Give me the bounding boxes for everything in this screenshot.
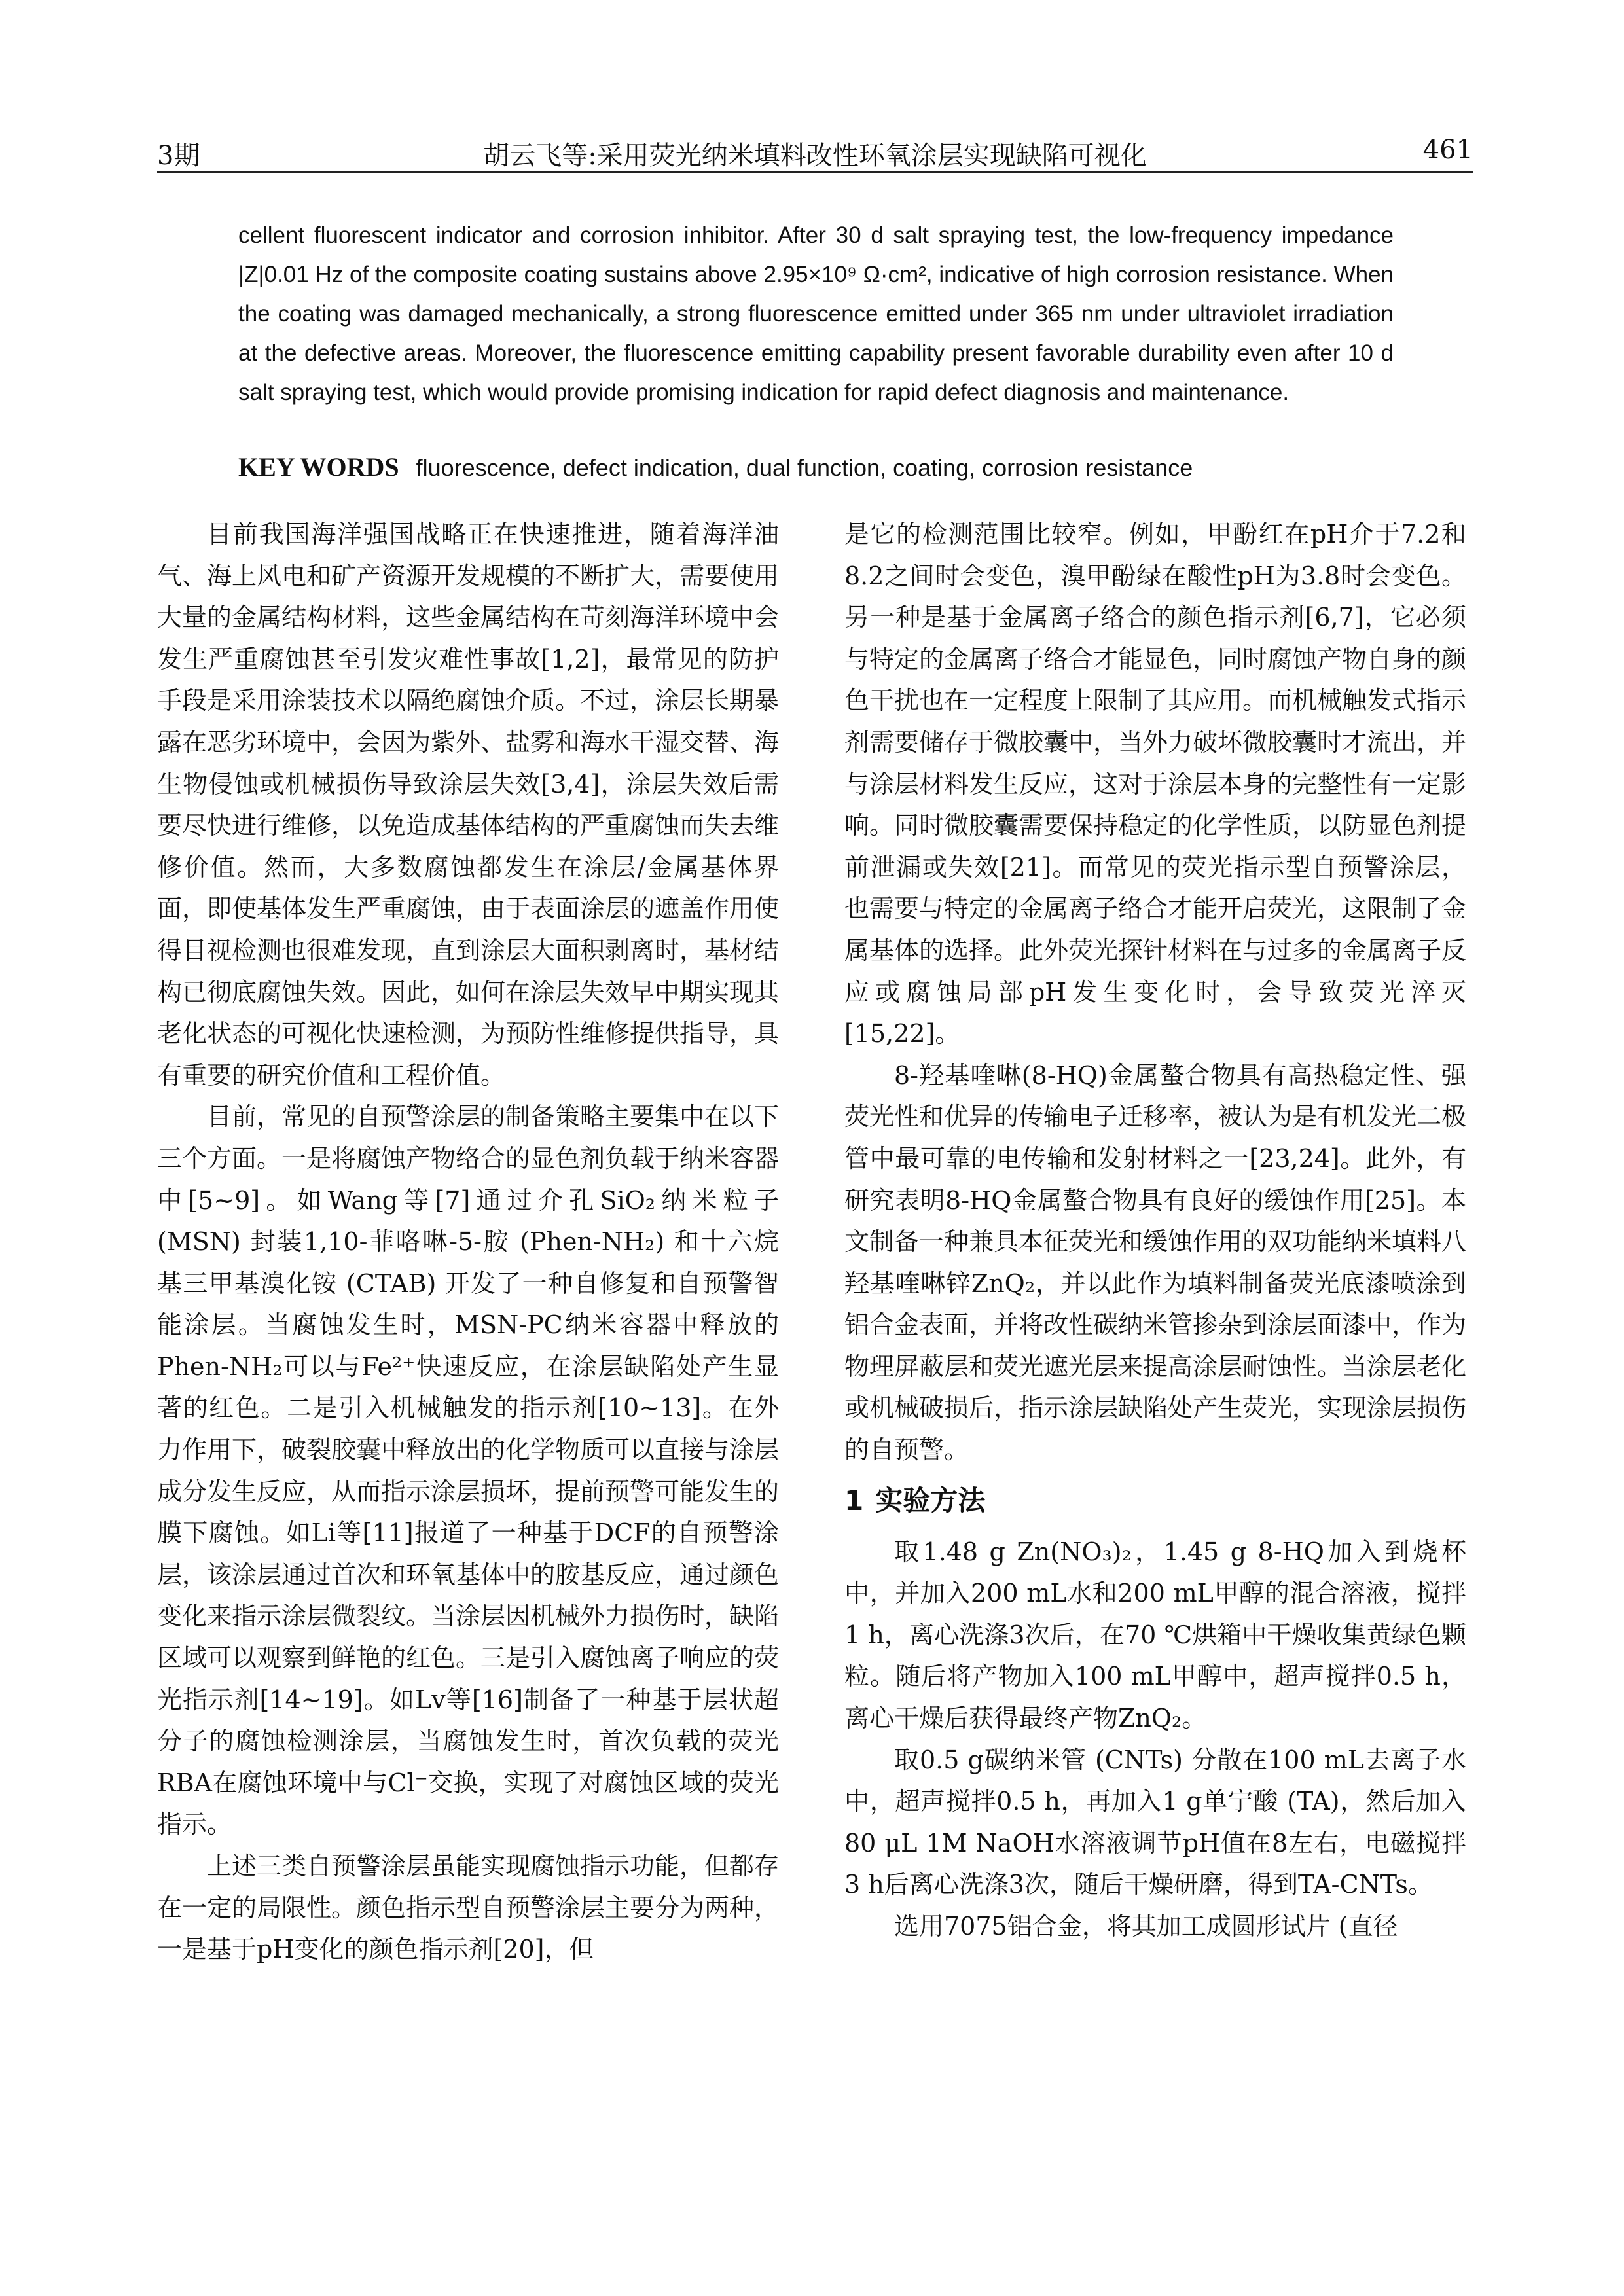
keywords bbox=[238, 452, 1394, 482]
body-paragraph: 上述三类自预警涂层虽能实现腐蚀指示功能，但都存在一定的局限性。颜色指示型自预警涂层主要分为两种，一是基于pH变化的颜色指示剂[20]，但 bbox=[157, 1852, 780, 1964]
left-column bbox=[157, 514, 779, 1971]
page-number: 461 bbox=[1422, 135, 1473, 165]
running-title: 胡云飞等:采用荧光纳米填料改性环氧涂层实现缺陷可视化 bbox=[483, 141, 1147, 171]
section-heading bbox=[844, 1478, 1466, 1524]
body-paragraph: 选用7075铝合金，将其加工成圆形试片 (直径 bbox=[894, 1912, 1398, 1941]
body-paragraph: 是它的检测范围比较窄。例如，甲酚红在pH介于7.2和8.2之间时会变色，溴甲酚绿在酸性pH为3.8时会变色。另一种是基于金属离子络合的颜色指示剂[6,7]，它必须与特定的金属离子络合才能显色，同时腐蚀产物自身的颜色干扰也在一定程度上限制了其应用。而机械触发式指示剂需要储存于微胶囊中，当外力破坏微胶囊时才流出，并与涂层材料发生反应，这对于涂层本身的完整性有一定影响。同时微胶囊需要保持稳定的化学性质，以防显色剂提前泄漏或失效[21]。而常见的荧光指示型自预警涂层，也需要与特定的金属离子络合才能开启荧光，这限制了金属基体的选择。此外荧光探针材料在与过多的金属离子反应或腐蚀局部pH发生变化时，会导致荧光淬灭[15,22]。 bbox=[844, 520, 1467, 1049]
body-paragraph: 目前，常见的自预警涂层的制备策略主要集中在以下三个方面。一是将腐蚀产物络合的显色剂负载于纳米容器中[5~9]。如Wang等[7]通过介孔SiO₂纳米粒子 (MSN) 封装1,10-菲咯啉-5-胺 (Phen-NH₂) 和十六烷基三甲基溴化铵 (CTAB) 开发了一种自修复和自预警智能涂层。当腐蚀发生时，MSN-PC纳米容器中释放的Phen-NH₂可以与Fe²⁺快速反应，在涂层缺陷处产生显著的红色。二是引入机械触发的指示剂[10~13]。在外力作用下，破裂胶囊中释放出的化学物质可以直接与涂层成分发生反应，从而指示涂层损坏，提前预警可能发生的膜下腐蚀。如Li等[11]报道了一种基于DCF的自预警涂层，该涂层通过首次和环氧基体中的胺基反应，通过颜色变化来指示涂层微裂纹。当涂层因机械外力损伤时，缺陷区域可以观察到鲜艳的红色。三是引入腐蚀离子响应的荧光指示剂[14~19]。如Lv等[16]制备了一种基于层状超分子的腐蚀检测涂层，当腐蚀发生时，首次负载的荧光RBA在腐蚀环境中与Cl⁻交换，实现了对腐蚀区域的荧光指示。 bbox=[157, 1102, 780, 1839]
issue-number: 3期 bbox=[157, 141, 200, 171]
body-paragraph: 目前我国海洋强国战略正在快速推进，随着海洋油气、海上风电和矿产资源开发规模的不断扩大，需要使用大量的金属结构材料，这些金属结构在苛刻海洋环境中会发生严重腐蚀甚至引发灾难性事故[1,2]，最常见的防护手段是采用涂装技术以隔绝腐蚀介质。不过，涂层长期暴露在恶劣环境中，会因为紫外、盐雾和海水干湿交替、海生物侵蚀或机械损伤导致涂层失效[3,4]，涂层失效后需要尽快进行维修，以免造成基体结构的严重腐蚀而失去维修价值。然而，大多数腐蚀都发生在涂层/金属基体界面，即使基体发生严重腐蚀，由于表面涂层的遮盖作用使得目视检测也很难发现，直到涂层大面积剥离时，基材结构已彻底腐蚀失效。因此，如何在涂层失效早中期实现其老化状态的可视化快速检测，为预防性维修提供指导，具有重要的研究价值和工程价值。 bbox=[157, 520, 780, 1090]
section-title: 实验方法 bbox=[875, 1484, 986, 1516]
abstract-continuation: cellent fluorescent indicator and corrosion inhibitor. After 30 d salt spraying test, the low-frequency impedance |Z|0.01 Hz of the composite coating sustains above 2.95×10⁹ Ω·cm², indicative of high corrosion resistance. When the coating was damaged mechanically, a strong fluorescence emitted under 365 nm under ultraviolet irradiation at the defective areas. Moreover, the fluorescence emitting capability present favorable durability even after 10 d salt spraying test, which would provide promising indication for rapid defect diagnosis and maintenance. bbox=[238, 223, 1394, 405]
section-number: 1 bbox=[844, 1484, 864, 1516]
right-column bbox=[844, 514, 1466, 1948]
body-paragraph: 取1.48 g Zn(NO₃)₂，1.45 g 8-HQ加入到烧杯中，并加入200 mL水和200 mL甲醇的混合溶液，搅拌1 h，离心洗涤3次后，在70 ℃烘箱中干燥收集黄绿色颗粒。随后将产物加入100 mL甲醇中，超声搅拌0.5 h，离心干燥后获得最终产物ZnQ₂。 bbox=[844, 1537, 1466, 1733]
body-paragraph: 8-羟基喹啉(8-HQ)金属螯合物具有高热稳定性、强荧光性和优异的传输电子迁移率，被认为是有机发光二极管中最可靠的电传输和发射材料之一[23,24]。此外，有研究表明8-HQ金属螯合物具有良好的缓蚀作用[25]。本文制备一种兼具本征荧光和缓蚀作用的双功能纳米填料八羟基喹啉锌ZnQ₂，并以此作为填料制备荧光底漆喷涂到铝合金表面，并将改性碳纳米管掺杂到涂层面漆中，作为物理屏蔽层和荧光遮光层来提高涂层耐蚀性。当涂层老化或机械破损后，指示涂层缺陷处产生荧光，实现涂层损伤的自预警。 bbox=[844, 1060, 1467, 1465]
keywords-text: fluorescence, defect indication, dual function, coating, corrosion resistance bbox=[416, 454, 1193, 481]
running-header bbox=[157, 130, 1473, 173]
body-paragraph: 取0.5 g碳纳米管 (CNTs) 分散在100 mL去离子水中，超声搅拌0.5 h，再加入1 g单宁酸 (TA)，然后加入80 μL 1M NaOH水溶液调节pH值在8左右，电磁搅拌3 h后离心洗涤3次，随后干燥研磨，得到TA-CNTs。 bbox=[844, 1745, 1466, 1899]
keywords-label: KEY WORDS bbox=[238, 452, 399, 482]
